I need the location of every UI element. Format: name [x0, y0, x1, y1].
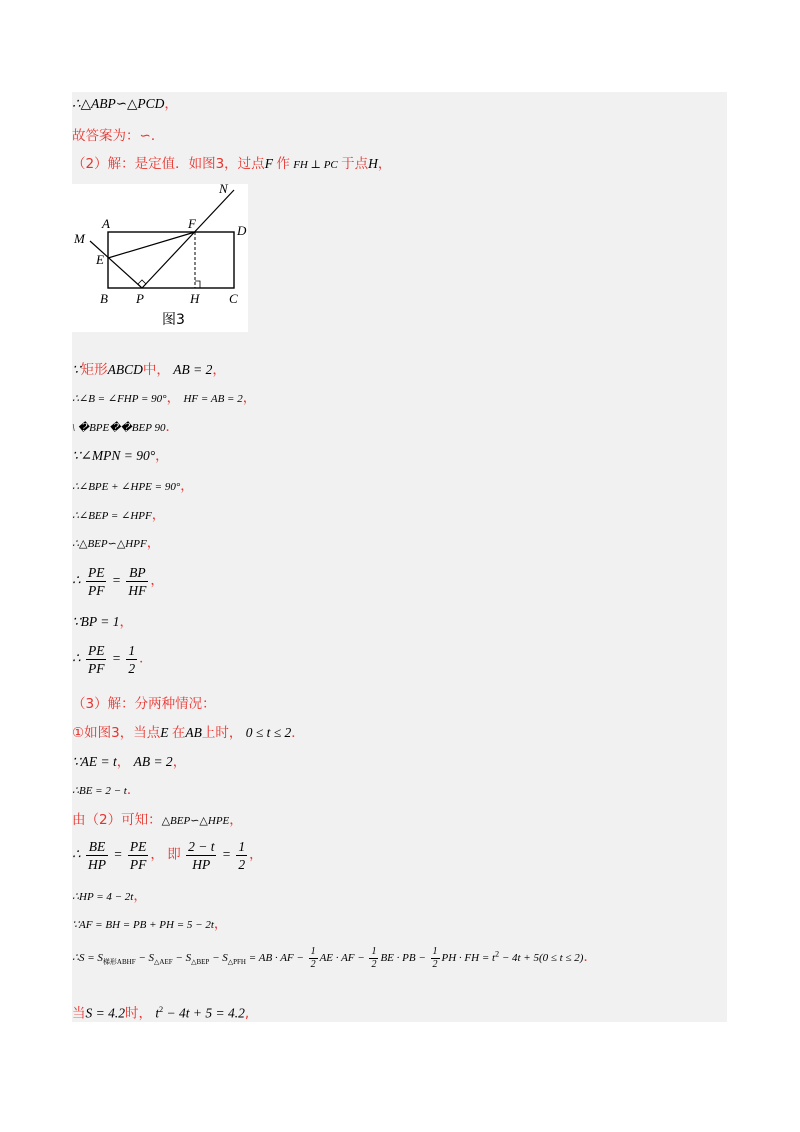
line-angle-eq: ∴∠BEP = ∠HPF，: [72, 507, 166, 523]
line-angle-sum: ∴∠BPE + ∠HPE = 90°，: [72, 478, 194, 494]
line-be: ∴BE = 2 − t．: [72, 782, 141, 798]
solution-panel: [72, 92, 727, 1022]
figure-svg: [72, 184, 248, 332]
fraction-pe-pf-3: $\frac{PE}{PF}$: [129, 839, 147, 872]
line-case1: ①如图3，当点E 在AB上时， 0 ≤ t ≤ 2．: [72, 725, 305, 741]
label-c: C: [229, 291, 238, 306]
label-m: M: [74, 231, 85, 246]
label-f: F: [188, 216, 196, 231]
line-ratio-hp: ∴ $\frac{BE}{HP}$ = $\frac{PE}{PF}$ ， 即 $\frac{2 - t}{HP}$ = $\frac{1}{2}$ ，: [72, 839, 263, 872]
fraction-pe-pf: $\frac{PE}{PF}$: [87, 565, 105, 598]
fraction-half-a: $\frac{1}{2}$: [310, 946, 316, 970]
label-n: N: [219, 184, 228, 196]
fraction-bp-hf: $\frac{BP}{HF}$: [128, 565, 147, 598]
rectangle-abcd: [108, 232, 234, 288]
fraction-be-hp: $\frac{BE}{HP}$: [87, 839, 106, 872]
figure-caption: 图3: [162, 312, 185, 328]
line-from-part2: 由（2）可知：△BEP∽△HPE，: [72, 812, 243, 828]
fraction-half-b: $\frac{1}{2}$: [371, 946, 377, 970]
fraction-half-c: $\frac{1}{2}$: [432, 946, 438, 970]
fraction-2t-hp: $\frac{2 - t}{HP}$: [188, 839, 215, 872]
line-ratio: ∴ $\frac{PE}{PF}$ = $\frac{BP}{HF}$ ，: [72, 565, 164, 598]
line-ae: ∵AE = t， AB = 2，: [72, 754, 187, 770]
label-p: P: [136, 291, 144, 306]
line-bp: ∵BP = 1，: [72, 614, 133, 630]
label-h: H: [190, 291, 200, 306]
line-angles: ∴∠B = ∠FHP = 90°， HF = AB = 2，: [72, 390, 257, 406]
label-e: E: [96, 252, 104, 267]
label-b: B: [100, 291, 108, 306]
line-answer: 故答案为：∽．: [72, 128, 165, 144]
line-ratio-result: ∴ $\frac{PE}{PF}$ = $\frac{1}{2}$ ．: [72, 643, 153, 676]
line-s-equals: 当S = 4.2时， $t^2 - 4t + 5 = 4.2$,: [72, 1005, 250, 1022]
fraction-pe-pf-2: $\frac{PE}{PF}$: [87, 643, 105, 676]
line-mpn: ∵∠MPN = 90°，: [72, 448, 169, 464]
line-area-formula: ∴S = $S_{梯形ABHF} - S_{\triangle AEF} - S_{\triangle BEP} - S_{\triangle PFH}$ = AB · AF − $\frac{1}{2}$ AE · AF − $\frac{1}{2}$ BE · PB − $\frac{1}{2}$ PH · FH = $t^2 - 4t + 5(0 \le t \le 2)$．: [72, 946, 597, 970]
line-part3-intro: （3）解：分两种情况：: [72, 696, 216, 712]
right-angle-p: [138, 280, 146, 288]
geometry-figure: [72, 184, 248, 332]
fraction-one-half: $\frac{1}{2}$: [128, 643, 136, 676]
line-similar: ∴△BEP∽△HPF，: [72, 535, 161, 551]
label-a: A: [102, 216, 110, 231]
ray-pn: [142, 190, 234, 288]
line-part2-intro: （2）解：是定值．如图3，过点F 作 FH ⊥ PC 于点H，: [72, 156, 392, 172]
line-garbled: \ �BPE��BEP 90．: [72, 419, 180, 435]
right-angle-h: [195, 281, 200, 288]
line-conclusion: ∴△ABP∽△PCD，: [72, 96, 178, 112]
line-af: ∵AF = BH = PB + PH = 5 − 2t，: [72, 916, 228, 932]
fraction-one-half-2: $\frac{1}{2}$: [238, 839, 246, 872]
line-rectangle: ∵矩形ABCD中， AB = 2，: [72, 362, 226, 378]
label-d: D: [237, 223, 247, 238]
line-hp: ∴HP = 4 − 2t，: [72, 888, 147, 904]
